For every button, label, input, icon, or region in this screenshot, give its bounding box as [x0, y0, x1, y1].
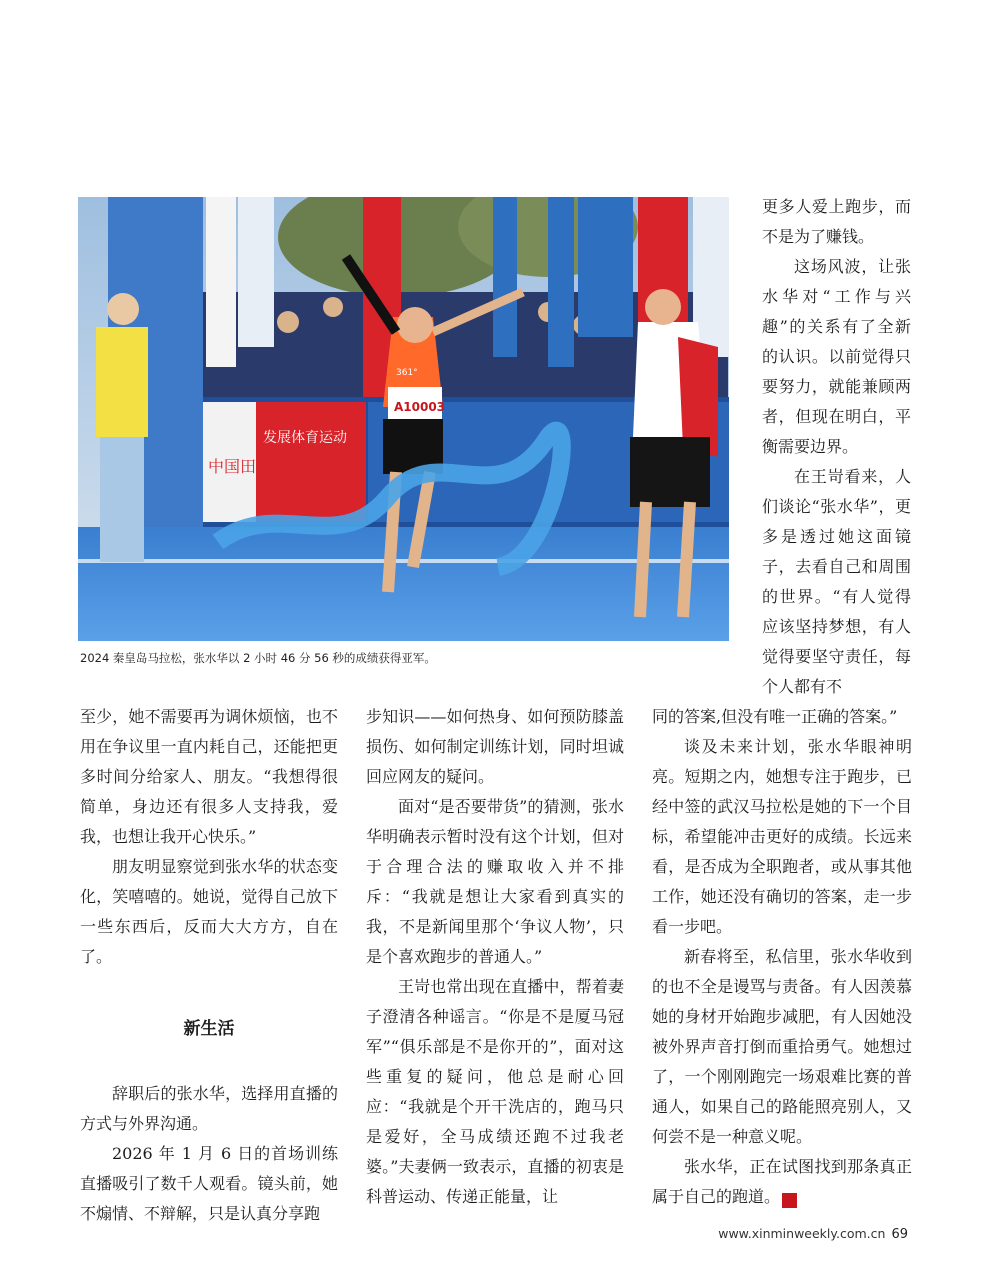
page-footer [718, 1226, 908, 1242]
end-mark-icon: 民 [782, 1193, 797, 1208]
col3-paragraph-3: 新春将至，私信里，张水华收到的也不全是谩骂与责备。有人因羡慕她的身材开始跑步减肥，有人因她没被外界声音打倒而重拾勇气。她想过了，一个刚刚跑完一场艰难比赛的普通人，如果自己的路能照亮别人，又何尝不是一种意义呢。 [652, 947, 912, 1146]
article-photo [78, 197, 729, 641]
col2-paragraph-1: 步知识——如何热身、如何预防膝盖损伤、如何制定训练计划，同时坦诚回应网友的疑问。 [366, 707, 624, 786]
section-heading: 新生活 [183, 1019, 235, 1039]
footer-url[interactable]: www.xinminweekly.com.cn [718, 1226, 886, 1241]
right-paragraph-3: 在王岢看来，人们谈论“张水华”，更多是透过她这面镜子，去看自己和周围的世界。“有人觉得应该坚持梦想，有人觉得要坚守责任，每个人都有不 [762, 467, 911, 696]
col3-paragraph-1: 同的答案,但没有唯一正确的答案。” [652, 707, 898, 726]
photo-caption: 2024 秦皇岛马拉松，张水华以 2 小时 46 分 56 秒的成绩获得亚军。 [80, 651, 436, 665]
runner-bib: A10003 [394, 400, 446, 414]
col1-paragraph-2: 朋友明显察觉到张水华的状态变化，笑嘻嘻的。她说，觉得自己放下一些东西后，反而大大方方，自在了。 [80, 857, 338, 966]
col2-paragraph-3: 王岢也常出现在直播中，帮着妻子澄清各种谣言。“你是不是厦马冠军”“俱乐部是不是你开的”，面对这些重复的疑问，他总是耐心回应：“我就是个开干洗店的，跑马只是爱好，全马成绩还跑不过我老婆。”夫妻俩一致表示，直播的初衷是科普运动、传递正能量，让 [366, 977, 624, 1206]
col2-paragraph-2: 面对“是否要带货”的猜测，张水华明确表示暂时没有这个计划，但对于合理合法的赚取收入并不排斥：“我就是想让大家看到真实的我，不是新闻里那个‘争议人物’，只是个喜欢跑步的普通人。” [366, 797, 624, 966]
right-paragraph-1: 更多人爱上跑步，而不是为了赚钱。 [762, 197, 911, 246]
banner-text-1: 中国田径协会 [208, 457, 305, 476]
runner-brand: 361° [396, 368, 418, 378]
col3-paragraph-4-text: 张水华，正在试图找到那条真正属于自己的跑道。 [652, 1157, 912, 1206]
column-3 [652, 702, 912, 1212]
column-1 [80, 702, 338, 1229]
right-upper-column [762, 192, 911, 702]
column-2 [366, 702, 624, 1212]
col3-paragraph-2: 谈及未来计划，张水华眼神明亮。短期之内，她想专注于跑步，已经中签的武汉马拉松是她的下一个目标，希望能冲击更好的成绩。长远来看，是否成为全职跑者，或从事其他工作，她还没有确切的答案，走一步看一步吧。 [652, 737, 912, 936]
page-number: 69 [891, 1227, 908, 1242]
col1-paragraph-1: 至少，她不需要再为调休烦恼，也不用在争议里一直内耗自己，还能把更多时间分给家人、朋友。“我想得很简单，身边还有很多人支持我，爱我，也想让我开心快乐。” [80, 707, 338, 846]
right-paragraph-2: 这场风波，让张水华对“工作与兴趣”的关系有了全新的认识。以前觉得只要努力，就能兼顾两者，但现在明白，平衡需要边界。 [762, 257, 911, 456]
col1-paragraph-3: 辞职后的张水华，选择用直播的方式与外界沟通。 [80, 1084, 338, 1133]
col3-paragraph-4 [652, 1152, 912, 1212]
col1-paragraph-4: 2026 年 1 月 6 日的首场训练直播吸引了数千人观看。镜头前，她不煽情、不辩解，只是认真分享跑 [80, 1144, 338, 1223]
banner-text-2: 发展体育运动 [263, 430, 347, 446]
